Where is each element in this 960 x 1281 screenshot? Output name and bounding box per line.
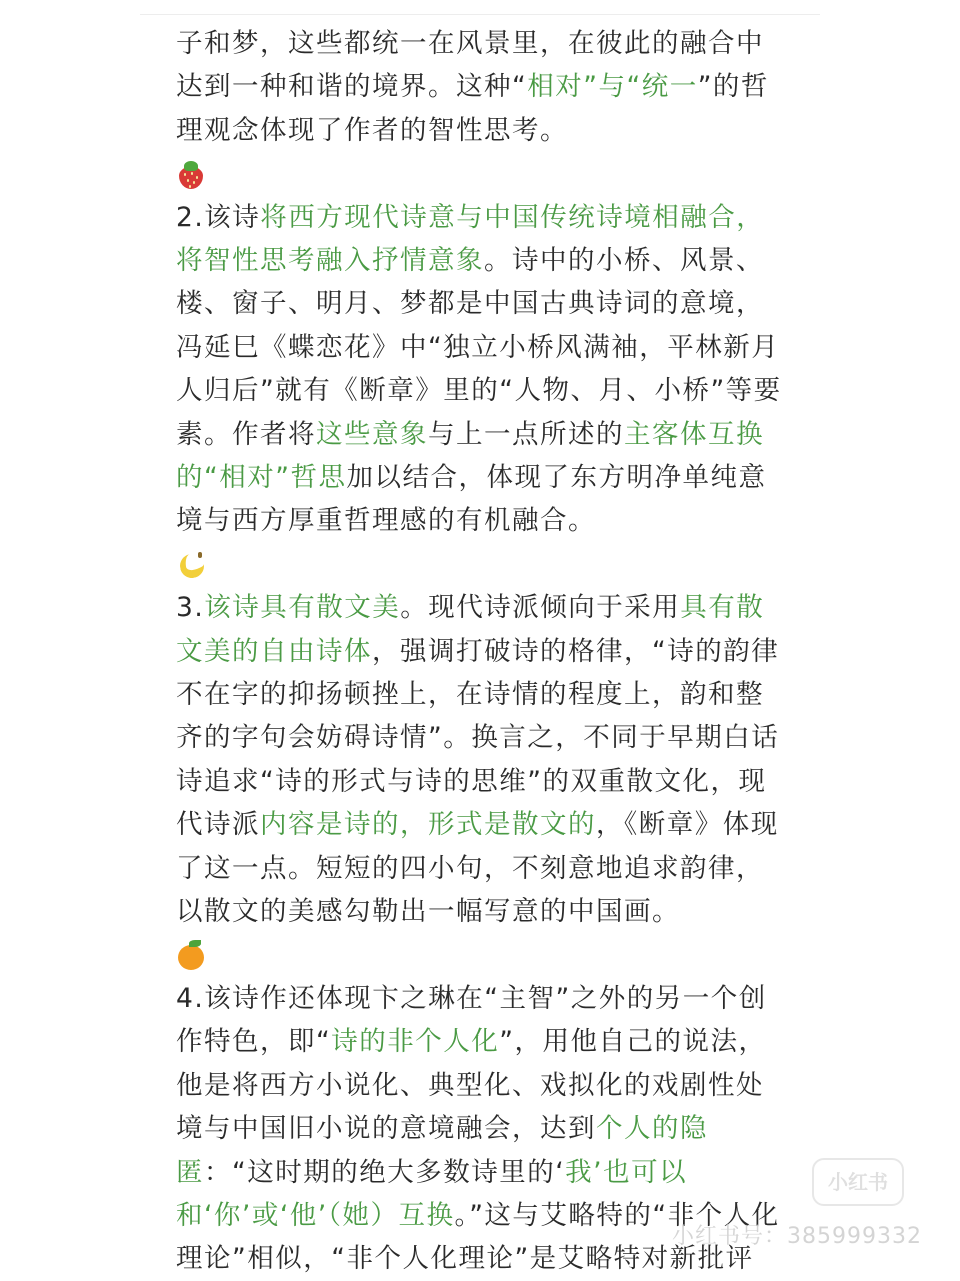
highlight-text: 具有散文美的自由诗体 xyxy=(176,592,765,667)
body-text: 。现代诗派倾向于采用 xyxy=(400,592,681,624)
body-text: 。”这与艾略特的“非个人化理论”相似，“非个人化理论”是艾略特对新批评 xyxy=(176,1199,780,1275)
highlight-text: 我’也可以和‘你’或‘他’（她）互换 xyxy=(176,1156,688,1231)
body-text: ”，用他自己的说法，他是将西方小说化、典型化、戏拟化的戏剧性处境与中国旧小说的意境融会，达到 xyxy=(176,1026,767,1145)
body-text: 。诗中的小桥、风景、楼、窗子、明月、梦都是中国古典诗词的意境，冯延巳《蝶恋花》中“独立小桥风满袖，平林新月人归后”就有《断章》里的“人物、月、小桥”等要素。作者将 xyxy=(176,245,782,450)
top-divider xyxy=(140,14,820,15)
body-text: 4.该诗作还体现卞之琳在“主智”之外的另一个创作特色，即“ xyxy=(176,982,767,1058)
body-text: ，强调打破诗的格律，“诗的韵律不在字的抑扬顿挫上，在诗情的程度上，韵和整齐的字句会妨碍诗情”。换言之，不同于早期白话诗追求“诗的形式与诗的思维”的双重散文化，现代诗派 xyxy=(176,635,780,841)
paragraph xyxy=(176,586,788,933)
highlight-text: 该诗具有散文美 xyxy=(204,592,401,624)
banana-icon xyxy=(176,550,206,580)
highlight-text: 内容是诗的，形式是散文的 xyxy=(260,809,596,841)
body-text: 与上一点所述的 xyxy=(428,418,624,450)
highlight-text: 个人的隐匿 xyxy=(176,1113,708,1188)
body-text: 2.该诗 xyxy=(176,201,261,233)
strawberry-emoji-row xyxy=(176,152,788,195)
body-text: ”的哲理观念体现了作者的智性思考。 xyxy=(176,71,769,146)
highlight-text: 诗的非个人化 xyxy=(331,1026,500,1058)
paragraph xyxy=(176,22,788,152)
paragraph xyxy=(176,196,788,543)
orange-icon xyxy=(176,940,206,970)
watermark-id: 小红书号：385999332 xyxy=(672,1224,922,1249)
strawberry-icon xyxy=(176,159,206,189)
body-text: 子和梦，这些都统一在风景里，在彼此的融合中达到一种和谐的境界。这种“ xyxy=(176,28,764,103)
body-text: ，《断章》体现了这一点。短短的四小句，不刻意地追求韵律，以散文的美感勾勒出一幅写意的中国画。 xyxy=(176,809,779,928)
watermark-logo: 小红书 xyxy=(812,1158,904,1206)
highlight-text: 将西方现代诗意与中国传统诗境相融合，将智性思考融入抒情意象 xyxy=(176,201,765,277)
body-text: 加以结合，体现了东方明净单纯意境与西方厚重哲理感的有机融合。 xyxy=(176,462,767,537)
body-text: 3. xyxy=(176,592,205,624)
highlight-text: 主客体互换的“相对”哲思 xyxy=(176,418,764,494)
body-text: ：“这时期的绝大多数诗里的‘ xyxy=(204,1156,566,1188)
highlight-text: 这些意象 xyxy=(316,418,428,450)
article-body xyxy=(176,22,788,1281)
orange-emoji-row xyxy=(176,934,788,977)
highlight-text: 相对”与“统一 xyxy=(527,71,698,103)
banana-emoji-row xyxy=(176,543,788,586)
